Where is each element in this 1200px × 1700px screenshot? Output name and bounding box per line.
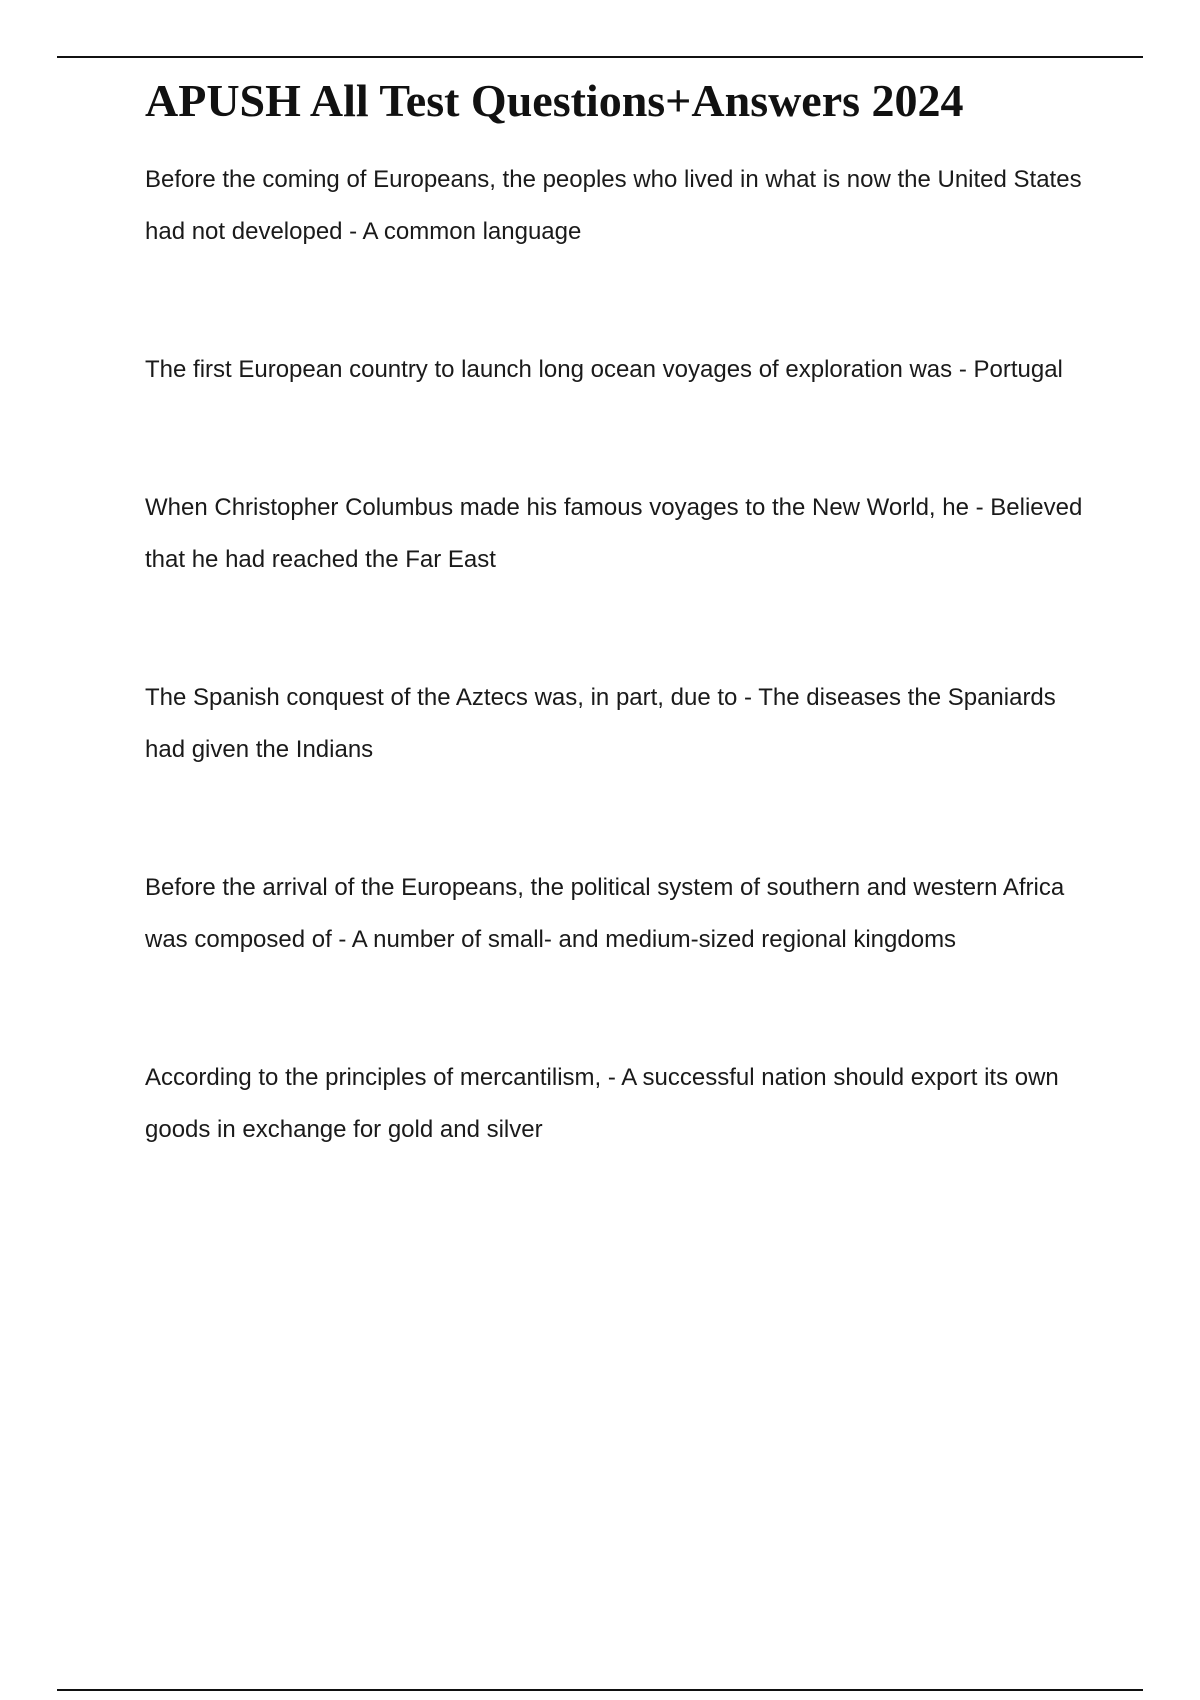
top-rule [57, 56, 1143, 58]
document-title: APUSH All Test Questions+Answers 2024 [145, 75, 964, 126]
qa-item: Before the coming of Europeans, the peoples who lived in what is now the United States had not developed - A common language [145, 166, 1082, 245]
qa-question: When Christopher Columbus made his famous voyages to the New World, he [145, 494, 969, 521]
document-body [145, 70, 1085, 1242]
bottom-rule [57, 1689, 1143, 1691]
qa-answer: Portugal [973, 356, 1063, 383]
qa-question: According to the principles of mercantilism, [145, 1064, 602, 1091]
qa-question: The first European country to launch long ocean voyages of exploration was [145, 356, 953, 383]
qa-answer: A successful nation should export its own goods in exchange for gold and silver [145, 1064, 1059, 1143]
qa-answer: The diseases the Spaniards had given the Indians [145, 684, 1056, 763]
qa-item: The Spanish conquest of the Aztecs was, in part, due to - The diseases the Spaniards had given the Indians [145, 684, 1056, 763]
qa-answer: A common language [362, 218, 582, 245]
qa-item: According to the principles of mercantilism, - A successful nation should export its own goods in exchange for gold and silver [145, 1064, 1059, 1143]
qa-answer: Believed that he had reached the Far East [145, 494, 1083, 573]
qa-item: When Christopher Columbus made his famous voyages to the New World, he - Believed that he had reached the Far East [145, 494, 1083, 573]
qa-question: Before the arrival of the Europeans, the political system of southern and western Africa was composed of [145, 874, 1065, 953]
qa-answer: A number of small- and medium-sized regional kingdoms [351, 926, 957, 953]
qa-question: Before the coming of Europeans, the peoples who lived in what is now the United States had not developed [145, 166, 1082, 245]
qa-list [145, 154, 1085, 1156]
qa-item: The first European country to launch long ocean voyages of exploration was - Portugal [145, 356, 1063, 383]
qa-question: The Spanish conquest of the Aztecs was, in part, due to [145, 684, 738, 711]
qa-item: Before the arrival of the Europeans, the political system of southern and western Africa was composed of - A number of small- and medium-sized regional kingdoms [145, 874, 1065, 953]
